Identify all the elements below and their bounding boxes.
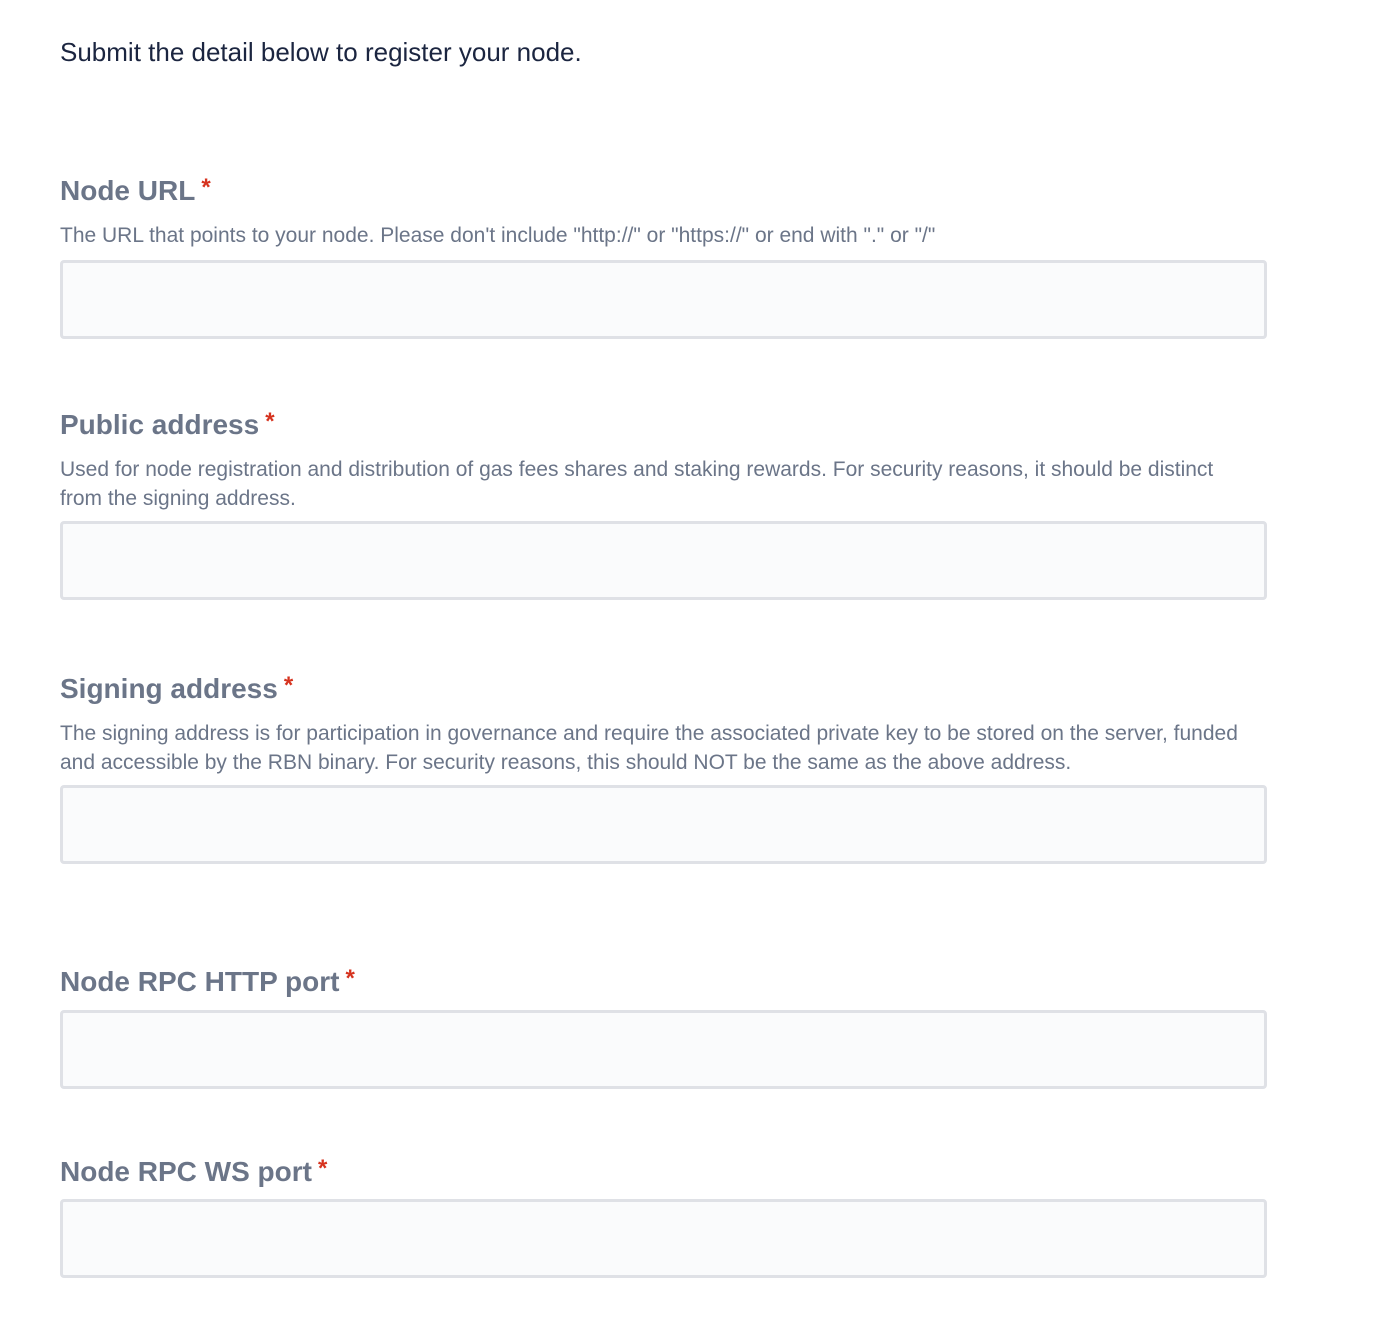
rpc-ws-port-input[interactable] [60, 1199, 1267, 1278]
signing-address-field [60, 672, 1267, 864]
rpc-ws-port-label-row [60, 1155, 1267, 1189]
public-address-input[interactable] [60, 521, 1267, 600]
rpc-http-port-field [60, 965, 1267, 1089]
node-url-input[interactable] [60, 260, 1267, 339]
public-address-description: Used for node registration and distribution of gas fees shares and staking rewards. For security reasons, it should be distinct from the signing address. [60, 458, 1214, 510]
node-url-field [60, 174, 1267, 339]
rpc-http-port-input[interactable] [60, 1010, 1267, 1089]
signing-address-label-row [60, 672, 1267, 706]
required-asterisk-icon: * [201, 174, 211, 201]
form-intro-text: Submit the detail below to register your node. [60, 37, 582, 67]
signing-address-label: Signing address [60, 673, 278, 704]
required-asterisk-icon: * [265, 408, 275, 435]
public-address-label: Public address [60, 409, 260, 440]
public-address-label-row [60, 408, 1267, 442]
node-url-label-row [60, 174, 1267, 208]
public-address-field [60, 408, 1267, 600]
node-url-description: The URL that points to your node. Please don't include "http://" or "https://" or end with "." or "/" [60, 224, 936, 247]
signing-address-input[interactable] [60, 785, 1267, 864]
rpc-ws-port-field [60, 1155, 1267, 1278]
required-asterisk-icon: * [283, 672, 294, 699]
required-asterisk-icon: * [318, 1155, 328, 1182]
rpc-http-port-label: Node RPC HTTP port [60, 966, 340, 997]
rpc-ws-port-label: Node RPC WS port [60, 1156, 312, 1187]
required-asterisk-icon: * [345, 965, 355, 992]
signing-address-description: The signing address is for participation in governance and require the associated private key to be stored on the server, funded and accessible by the RBN binary. For security reasons, this should NOT be the same as the above address. [60, 722, 1238, 774]
rpc-http-port-label-row [60, 965, 1267, 999]
node-url-label: Node URL [60, 175, 196, 206]
